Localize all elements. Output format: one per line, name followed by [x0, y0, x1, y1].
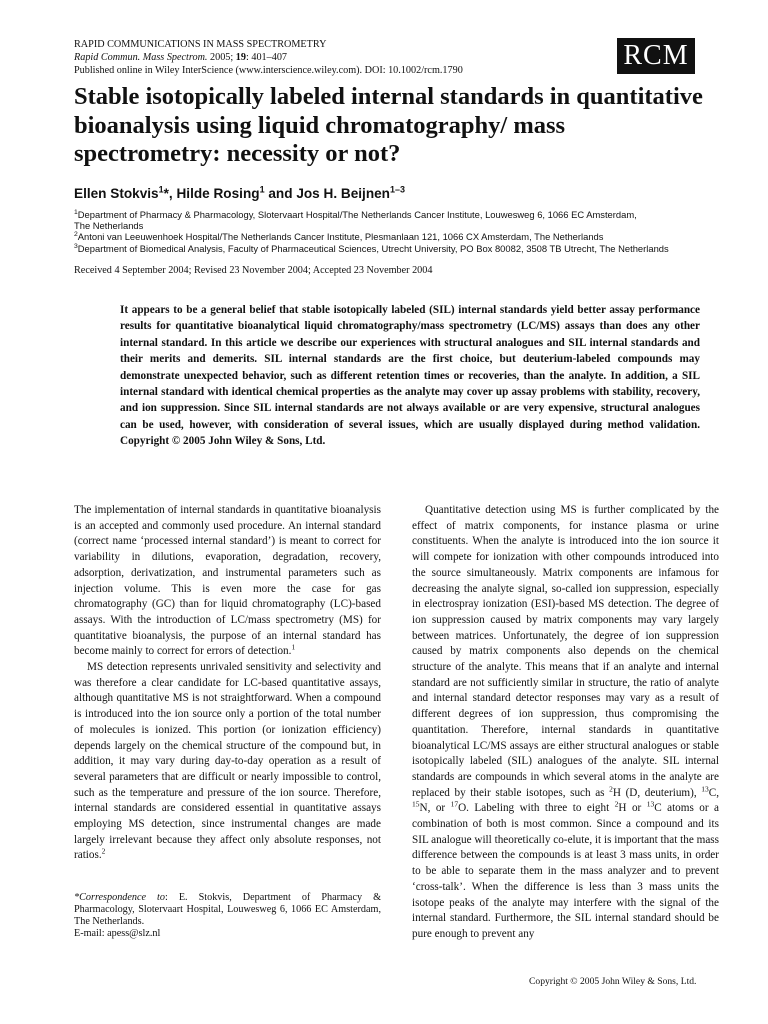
reference-sup: 2 — [101, 846, 106, 856]
article-title: Stable isotopically labeled internal standards in quantitative bioanalysis using liquid chromatography/ mass spectrometry: necessity or not? — [74, 83, 703, 167]
body-column-left — [74, 503, 381, 864]
author-affil-sup: 1 — [158, 184, 164, 195]
paragraph — [412, 503, 719, 943]
abstract: It appears to be a general belief that stable isotopically labeled (SIL) internal standards yield better assay performance results for quantitative bioanalytical liquid chromatography/mass spectrometry (LC/MS) assays than does any other internal standard. In this article we describe our experiences with structural analogues and SIL internal standards and their merits and demerits. SIL internal standards are the first choice, but deuterium-labeled compounds may demonstrate unexpected behavior, such as different retention times or recoveries, than the analyte. In addition, a SIL internal standard with identical chemical properties as the analyte may cover up assay problems with stability, recovery, and ion suppression. Since SIL internal standards are not always available or are very expensive, structural analogues can be used, however, with consideration of several issues, which are usually displayed during method validation. Copyright © 2005 John Wiley & Sons, Ltd. — [120, 304, 700, 448]
paragraph-text: N, or — [419, 802, 451, 815]
published-line: Published online in Wiley InterScience (www.interscience.wiley.com). DOI: 10.1002/rcm.1790 — [74, 65, 463, 77]
author-affil-sup: 1 — [259, 184, 265, 195]
isotope-sup: 13 — [646, 799, 655, 809]
affiliation-text: Antoni van Leeuwenhoek Hospital/The Netherlands Cancer Institute, Plesmanlaan 121, 1066 CX Amsterdam, The Netherlands — [77, 231, 604, 243]
correspondence-footnote — [74, 892, 381, 940]
paragraph-text: C atoms or a combination of both is most common. Since a compound and its SIL analogue will theoretically co-elute, it is important that the mass difference between the compounds is at least 3 mass units, in order to be able to separate them in the mass analyzer and to prevent ‘cross-talk’. When the difference is less than 3 mass units the isotope peaks of the analyte may interfere with the signal of the internal standard. Furthermore, the SIL internal standard should be pure enough to prevent any — [412, 802, 719, 940]
affiliation-sup: 2 — [74, 231, 78, 239]
affiliation-text: Department of Biomedical Analysis, Faculty of Pharmaceutical Sciences, Utrecht University, PO Box 80082, 3508 TB Utrecht, The Netherlands — [77, 242, 669, 254]
isotope-sup: 2 — [609, 783, 613, 793]
isotope-sup: 2 — [614, 799, 619, 809]
paragraph-text: Quantitative detection using MS is further complicated by the effect of matrix components, for instance plasma or urine constituents. When the analyte is introduced into the ion source it will compete for ionization with other compounds introduced into the source simultaneously. Matrix components are infamous for decreasing the analyte signal, so-called ion suppression, especially in electrospray ionization (ESI)-based MS detection. The degree of ion suppression caused by matrix components may vary largely between matrices. Unfortunately, the degree of ion suppression caused by matrix components also depends on the chemical structure of the analyte. This means that if an analyte and internal standard are not sufficiently similar in structure, the ratio of analyte and internal standard detector responses may vary as a result of different degrees of ion suppression, thus compromising the quantitation. Therefore, internal standards in quantitative bioanalytical LC/MS assays are either structural analogues or stable isotopically labeled (SIL) analogues of the analyte. SIL internal standards are compounds in which several atoms in the analyte are replaced by their stable isotopes, such as — [412, 504, 719, 799]
paragraph — [74, 503, 381, 660]
affiliation-sup: 1 — [74, 208, 78, 216]
citation-year: 2005; — [207, 52, 236, 64]
footnote-body: : E. Stokvis, Department of Pharmacy & Pharmacology, Slotervaart Hospital, Louwesweg 6, 1066 EC Amsterdam, The Netherlands. — [74, 892, 382, 927]
rcm-logo: RCM — [617, 38, 695, 74]
affiliation-3 — [74, 243, 734, 254]
affiliation-sup: 3 — [74, 242, 78, 250]
isotope-sup: 17 — [450, 799, 459, 809]
affiliation-1-cont — [74, 220, 734, 231]
author-sep: *, — [163, 186, 177, 201]
footnote-text — [74, 892, 381, 928]
isotope-sup: 13 — [701, 783, 709, 793]
paragraph-text: C, — [708, 786, 720, 799]
received-dates: Received 4 September 2004; Revised 23 November 2004; Accepted 23 November 2004 — [74, 265, 433, 276]
affiliation-1 — [74, 209, 734, 220]
author-name: Jos H. Beijnen — [296, 186, 390, 201]
citation-volume: 19 — [235, 52, 246, 64]
reference-sup: 1 — [291, 642, 296, 652]
footnote-email: E-mail: apess@slz.nl — [74, 928, 161, 939]
citation-pages: : 401–407 — [245, 52, 288, 64]
affiliation-2 — [74, 231, 734, 242]
paragraph-text: H or — [618, 802, 647, 815]
author-list — [74, 186, 405, 201]
paragraph — [74, 660, 381, 864]
affiliations — [74, 209, 734, 254]
affiliation-text: Department of Pharmacy & Pharmacology, Slotervaart Hospital/The Netherlands Cancer Institute, Louwesweg 6, 1066 EC Amsterdam, — [77, 209, 637, 220]
journal-name: RAPID COMMUNICATIONS IN MASS SPECTROMETRY — [74, 39, 327, 50]
affiliation-text: The Netherlands — [74, 220, 144, 232]
journal-header — [74, 38, 634, 78]
paragraph-text: O. Labeling with three to eight — [458, 802, 615, 815]
author-affil-sup: 1–3 — [389, 184, 406, 195]
isotope-sup: 15 — [412, 799, 420, 809]
author-sep: and — [264, 186, 297, 201]
paragraph-text: H (D, deuterium), — [612, 786, 702, 799]
page-footer-copyright: Copyright © 2005 John Wiley & Sons, Ltd. — [529, 976, 697, 987]
citation-line — [74, 51, 634, 64]
author-name: Hilde Rosing — [176, 186, 260, 201]
paragraph-text: The implementation of internal standards in quantitative bioanalysis is an accepted and commonly used procedure. An internal standard (correct name ‘processed internal standard’) is meant to correct for variability in dilutions, evaporation, degradation, recovery, adsorption, derivatization, and instrumental parameters such as injection volume. This is even more the case for gas chromatography (GC) than for liquid chromatography (LC)-based assays. With the introduction of LC/mass spectrometry (MS) for quantitative bioanalysis, the purpose of an internal standard has become mainly to correct for errors of detection. — [74, 504, 381, 658]
body-column-right — [412, 503, 719, 943]
citation-journal: Rapid Commun. Mass Spectrom. — [74, 52, 208, 64]
author-name: Ellen Stokvis — [74, 186, 159, 201]
footnote-label: *Correspondence to — [74, 892, 165, 903]
paragraph-text: MS detection represents unrivaled sensitivity and selectivity and was therefore a clear candidate for LC-based quantitative assays, although quantitative MS is not straightforward. When a compound is introduced into the ion source only a portion of the total number of molecules is ionized. This portion (or ionization efficiency) depends largely on the chemical structure of the compound but, in addition, it may vary during day-to-day operation as a result of several parameters that are difficult or nearly impossible to control, such as the temperature and pressure of the ion source. Therefore, internal standards are considered essential in quantitative assays employing MS detection, since instrumental changes are made largely irrelevant because they affect only absolute responses, not ratios. — [74, 661, 381, 862]
